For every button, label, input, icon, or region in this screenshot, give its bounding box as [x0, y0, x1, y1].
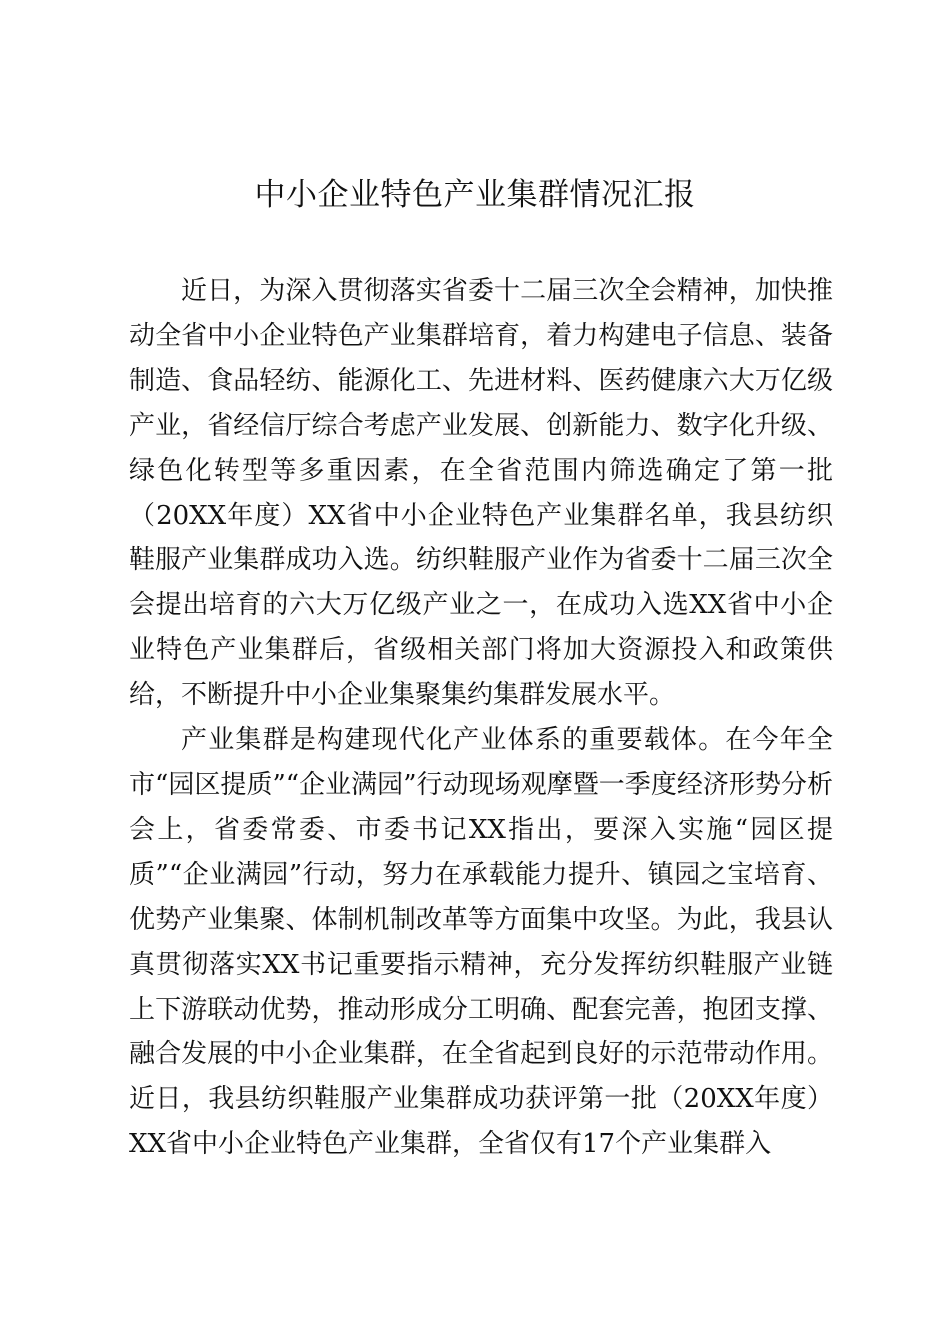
document-title: 中小企业特色产业集群情况汇报 — [254, 177, 696, 213]
paragraph-1: 近日，为深入贯彻落实省委十二届三次全会精神，加快推动全省中小企业特色产业集群培育，着力构建电子信息、装备制造、食品轻纺、能源化工、先进材料、医药健康六大万亿级产业，省经信厅综合考虑产业发展、创新能力、数字化升级、绿色化转型等多重因素，在全省范围内筛选确定了第一批（20XX年度）XX省中小企业特色产业集群名单，我县纺织鞋服产业集群成功入选。纺织鞋服产业作为省委十二届三次全会提出培育的六大万亿级产业之一，在成功入选XX省中小企业特色产业集群后，省级相关部门将加大资源投入和政策供给，不断提升中小企业集聚集约集群发展水平。 — [129, 276, 833, 711]
document-body — [129, 269, 833, 1167]
paragraph-2: 产业集群是构建现代化产业体系的重要载体。在今年全市“园区提质”“企业满园”行动现场观摩暨一季度经济形势分析会上，省委常委、市委书记XX指出，要深入实施“园区提质”“企业满园”行动，努力在承载能力提升、镇园之宝培育、优势产业集聚、体制机制改革等方面集中攻坚。为此，我县认真贯彻落实XX书记重要指示精神，充分发挥纺织鞋服产业链上下游联动优势，推动形成分工明确、配套完善，抱团支撑、融合发展的中小企业集群，在全省起到良好的示范带动作用。近日，我县纺织鞋服产业集群成功获评第一批（20XX年度）XX省中小企业特色产业集群，全省仅有17个产业集群入 — [129, 725, 833, 1160]
